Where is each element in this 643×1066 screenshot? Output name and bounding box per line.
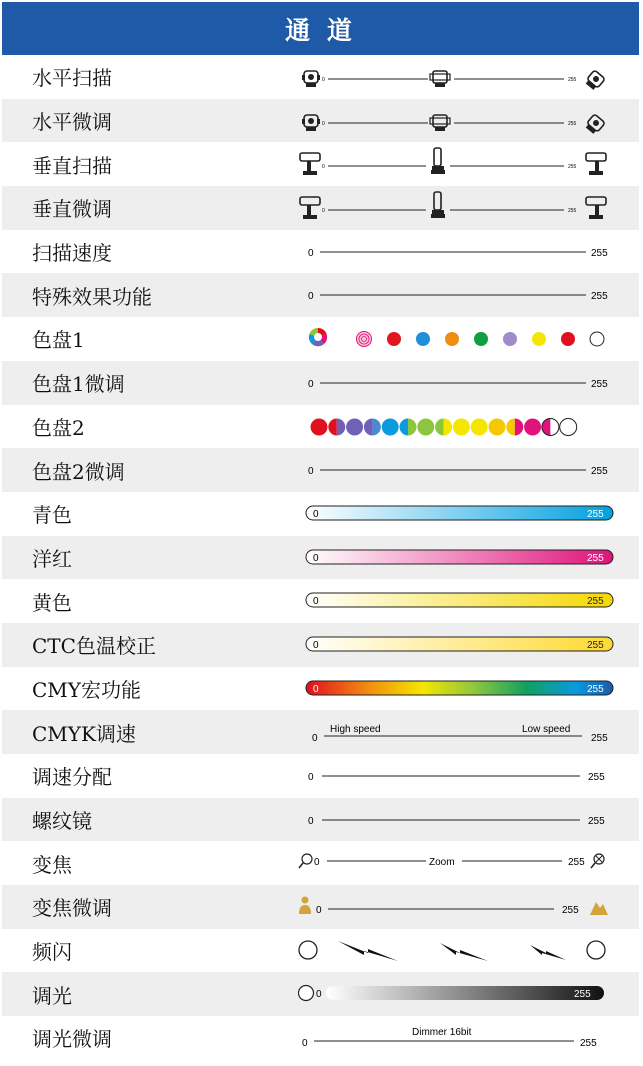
color-dot [346, 418, 363, 435]
scale-max: 255 [591, 247, 608, 259]
row-scan-speed [2, 230, 639, 274]
graphic-cmy-macro [298, 667, 618, 711]
scale-max: 255 [591, 733, 608, 745]
scale-min: 0 [322, 77, 325, 83]
color-dot [503, 332, 517, 346]
label-color2-fine: 色盘2微调 [32, 459, 125, 484]
row-zoom-fine [2, 885, 639, 929]
row-color2 [2, 405, 639, 449]
row-color2-fine [2, 448, 639, 492]
row-dimmer [2, 972, 639, 1016]
row-speed-dist [2, 754, 639, 798]
scale-min: 0 [302, 1038, 308, 1050]
label-zoom-fine: 变焦微调 [32, 896, 112, 921]
zoom-narrow-icon [299, 854, 312, 868]
scale-max: 255 [568, 857, 585, 869]
scale-min: 0 [322, 208, 325, 215]
graphic-magenta [298, 536, 618, 580]
moving-head-front-icon [302, 71, 320, 87]
label-ctc: CTC色温校正 [32, 634, 156, 659]
split-color-dot [506, 418, 523, 435]
row-pan-fine [2, 99, 639, 143]
tilt-right-icon [586, 197, 606, 219]
row-tilt [2, 142, 639, 186]
graphic-pan [298, 55, 618, 99]
label-scan-speed: 扫描速度 [32, 241, 112, 266]
row-dimmer-fine [2, 1016, 639, 1060]
graphic-speed-dist [298, 754, 618, 798]
label-yellow: 黄色 [32, 590, 72, 615]
scale-min: 0 [313, 552, 319, 564]
header-title: 通 道 [285, 15, 356, 45]
lightning-small-icon [530, 945, 566, 960]
open-circle-icon [299, 986, 314, 1001]
label-pan-fine: 水平微调 [32, 110, 112, 135]
ctc-gradient-bar [306, 637, 613, 651]
split-color-dot [400, 418, 417, 435]
color-dot [445, 332, 459, 346]
label-color1: 色盘1 [32, 328, 85, 353]
split-color-dot [328, 418, 345, 435]
row-cmyk-speed [2, 710, 639, 754]
person-icon [299, 897, 311, 915]
table-header [2, 2, 639, 55]
color-dot [561, 332, 575, 346]
color-dot [590, 332, 604, 346]
graphic-dimmer-fine [298, 1016, 618, 1060]
graphic-dimmer [298, 972, 618, 1016]
scale-max: 255 [588, 815, 605, 827]
open-circle-icon [587, 941, 605, 959]
scale-max: 255 [574, 989, 591, 1001]
graphic-tilt [298, 142, 618, 186]
row-cmy-macro [2, 667, 639, 711]
split-color-dot [364, 418, 381, 435]
scale-max: 255 [587, 552, 604, 564]
scale-min: 0 [308, 378, 314, 390]
scale-max: 255 [580, 1038, 597, 1050]
tilt-up-icon [431, 148, 445, 174]
label-magenta: 洋红 [32, 546, 72, 571]
label-strobe: 频闪 [32, 940, 72, 965]
row-color1-fine [2, 361, 639, 405]
graphic-ctc [298, 623, 618, 667]
label-cyan: 青色 [32, 503, 72, 528]
moving-head-rotated-icon [584, 70, 605, 91]
scale-min: 0 [308, 291, 314, 303]
graphic-scan-speed [298, 230, 618, 274]
graphic-zoom [298, 841, 618, 885]
scale-min: 0 [313, 596, 319, 608]
zoom-label: Zoom [429, 857, 455, 869]
scale-max: 255 [591, 466, 608, 478]
tilt-left-icon [300, 197, 320, 219]
tilt-left-icon [300, 153, 320, 175]
scale-min: 0 [308, 466, 314, 478]
row-yellow [2, 579, 639, 623]
yellow-gradient-bar [306, 593, 613, 607]
label-cmy-macro: CMY宏功能 [32, 677, 141, 702]
row-gobo [2, 798, 639, 842]
row-cyan [2, 492, 639, 536]
graphic-strobe [298, 929, 618, 973]
scale-min: 0 [322, 120, 325, 127]
scale-min: 0 [313, 639, 319, 651]
tilt-right-icon [586, 153, 606, 175]
scale-max: 255 [562, 905, 579, 917]
label-pan: 水平扫描 [32, 66, 112, 91]
dimmer16-label: Dimmer 16bit [412, 1027, 472, 1039]
color-dot [416, 332, 430, 346]
label-zoom: 变焦 [32, 852, 72, 877]
row-color1 [2, 317, 639, 361]
scale-max: 255 [588, 772, 605, 783]
tilt-up-icon [431, 192, 445, 218]
row-special [2, 273, 639, 317]
moving-head-front-icon [302, 115, 320, 131]
label-dimmer: 调光 [32, 983, 72, 1008]
lightning-large-icon [338, 941, 398, 961]
scale-max: 255 [591, 291, 608, 303]
scale-min: 0 [308, 815, 314, 827]
graphic-color2-fine [298, 448, 618, 492]
graphic-special [298, 273, 618, 317]
scale-min: 0 [313, 508, 319, 520]
graphic-pan-fine [298, 99, 618, 143]
scale-min: 0 [308, 247, 314, 259]
graphic-cmyk-speed [298, 710, 618, 754]
graphic-color2 [298, 405, 618, 449]
scale-min: 0 [316, 989, 322, 1001]
scale-min: 0 [312, 733, 318, 745]
row-tilt-fine [2, 186, 639, 230]
label-color1-fine: 色盘1微调 [32, 372, 125, 397]
scale-max: 255 [587, 683, 604, 695]
rainbow-wheel-icon [309, 328, 327, 346]
scale-min: 0 [313, 683, 319, 695]
label-cmyk-speed: CMYK调速 [32, 721, 136, 746]
cyan-gradient-bar [306, 506, 613, 520]
scale-max: 255 [568, 164, 577, 171]
channel-rows [2, 55, 639, 1060]
scale-max: 255 [568, 77, 577, 83]
label-color2: 色盘2 [32, 415, 85, 440]
label-special: 特殊效果功能 [32, 284, 152, 309]
moving-head-side-icon [430, 115, 450, 131]
row-magenta [2, 536, 639, 580]
color-dot [474, 332, 488, 346]
row-strobe [2, 929, 639, 973]
color-dot [471, 418, 488, 435]
graphic-cyan [298, 492, 618, 536]
lightning-medium-icon [440, 943, 488, 961]
low-speed-label: Low speed [522, 724, 571, 736]
scale-min: 0 [308, 772, 314, 783]
color-dot [417, 418, 434, 435]
label-gobo: 螺纹镜 [32, 809, 92, 834]
graphic-color1 [298, 317, 618, 361]
scale-min: 0 [316, 905, 322, 917]
color-dot [532, 332, 546, 346]
row-ctc [2, 623, 639, 667]
scale-max: 255 [591, 378, 608, 390]
color-dot [382, 418, 399, 435]
label-dimmer-fine: 调光微调 [32, 1027, 112, 1052]
row-zoom [2, 841, 639, 885]
scale-min: 0 [322, 164, 325, 171]
label-tilt-fine: 垂直微调 [32, 197, 112, 222]
scale-max: 255 [568, 120, 577, 127]
row-pan [2, 55, 639, 99]
rainbow-gradient-bar [306, 681, 613, 695]
color-dot [489, 418, 506, 435]
graphic-color1-fine [298, 361, 618, 405]
graphic-gobo [298, 798, 618, 842]
dimmer-gradient-bar [326, 986, 604, 1000]
scale-max: 255 [587, 596, 604, 608]
moving-head-rotated-icon [584, 114, 605, 135]
color-dot [311, 418, 328, 435]
split-color-dot [435, 418, 452, 435]
color-dot [560, 418, 577, 435]
scale-max: 255 [568, 208, 577, 215]
zoom-wide-icon [591, 854, 604, 868]
scale-max: 255 [587, 508, 604, 520]
color-dot [524, 418, 541, 435]
scale-max: 255 [587, 639, 604, 651]
moving-head-side-icon [430, 71, 450, 87]
color-dot [387, 332, 401, 346]
open-circle-icon [299, 941, 317, 959]
magenta-gradient-bar [306, 550, 613, 564]
split-color-dot [542, 418, 559, 435]
scale-min: 0 [314, 857, 320, 869]
mountain-icon [590, 902, 608, 915]
graphic-tilt-fine [298, 186, 618, 230]
label-speed-dist: 调速分配 [32, 765, 112, 790]
graphic-yellow [298, 579, 618, 623]
color-dot [453, 418, 470, 435]
graphic-zoom-fine [298, 885, 618, 929]
label-tilt: 垂直扫描 [32, 153, 112, 178]
high-speed-label: High speed [330, 724, 381, 736]
spiral-gobo-icon [357, 332, 372, 347]
